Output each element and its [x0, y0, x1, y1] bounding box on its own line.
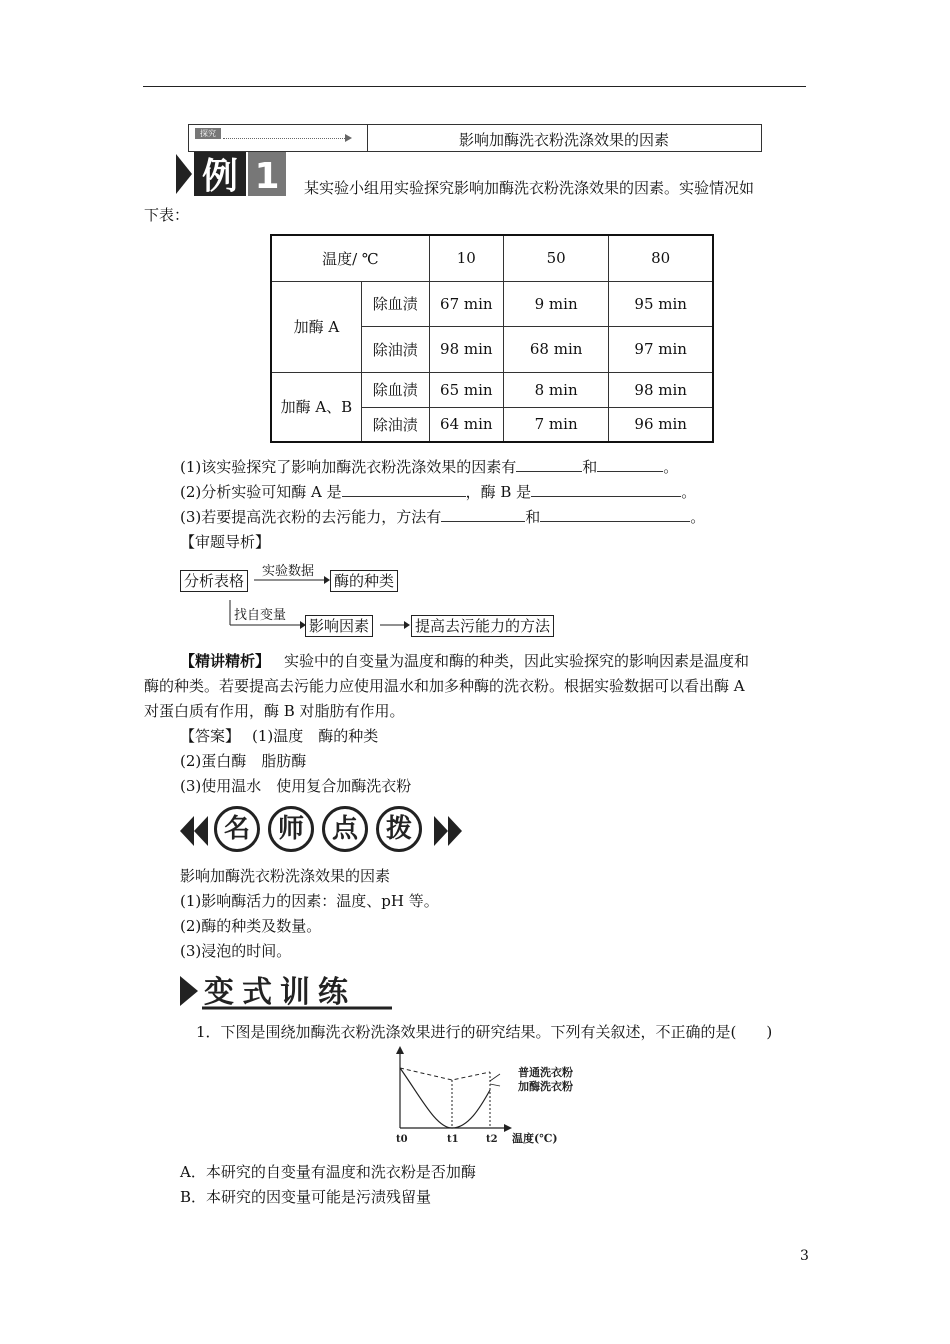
- value-cell: 65 min: [429, 372, 503, 407]
- tips-item-3: (3)浸泡的时间。: [180, 942, 292, 960]
- table-header-row: [271, 235, 713, 281]
- answer-blank: [531, 482, 681, 497]
- section-arrow-line: [223, 138, 347, 139]
- chevron-left-icon: [194, 816, 208, 846]
- flow-box-improve-method: 提高去污能力的方法: [411, 615, 554, 637]
- analysis-line-2: 酶的种类。若要提高去污能力应使用温水和加多种酶的洗衣粉。根据实验数据可以看出酶 A: [144, 677, 745, 695]
- answer-1: (1)温度 酶的种类: [252, 727, 379, 745]
- practice-question-1: 1．下图是围绕加酶洗衣粉洗涤效果进行的研究结果。下列有关叙述，不正确的是( ): [196, 1023, 773, 1041]
- value-cell: 96 min: [609, 407, 713, 442]
- answer-blank: [597, 457, 663, 472]
- badge-triangle-icon: [176, 154, 192, 194]
- value-cell: 97 min: [609, 326, 713, 372]
- analysis-text-1: 实验中的自变量为温度和酶的种类，因此实验探究的影响因素是温度和: [284, 652, 750, 670]
- banner-char: 师: [268, 806, 314, 852]
- section-header: [188, 124, 762, 152]
- value-cell: 68 min: [503, 326, 609, 372]
- answer-blank: [342, 482, 466, 497]
- section-arrow-head: [345, 134, 352, 142]
- page-number: 3: [800, 1248, 809, 1264]
- value-cell: 67 min: [429, 281, 503, 326]
- question-1-text: (1)该实验探究了影响加酶洗衣粉洗涤效果的因素有: [180, 458, 517, 476]
- question-2: [180, 482, 696, 502]
- section-title: 影响加酶洗衣粉洗涤效果的因素: [458, 131, 669, 149]
- tips-item-2: (2)酶的种类及数量。: [180, 917, 322, 935]
- tips-item-1: (1)影响酶活力的因素：温度、pH 等。: [180, 892, 439, 910]
- guide-heading: 【审题导析】: [180, 533, 271, 551]
- banner-char: 名: [214, 806, 260, 852]
- stain-cell: 除血渍: [361, 372, 429, 407]
- question-3-text: (3)若要提高洗衣粉的去污能力，方法有: [180, 508, 442, 526]
- banner-char: 拨: [376, 806, 422, 852]
- chevron-left-icon: [180, 816, 194, 846]
- header-cell-80: 80: [609, 235, 713, 281]
- example-badge: [176, 152, 288, 196]
- value-cell: 95 min: [609, 281, 713, 326]
- practice-title: 变式训练: [204, 975, 356, 1010]
- analysis-line-3: 对蛋白质有作用，酶 B 对脂肪有作用。: [144, 702, 405, 720]
- chevron-right-icon: [434, 816, 448, 846]
- answer-blank: [540, 507, 690, 522]
- legend-regular-powder: 普通洗衣粉: [518, 1066, 573, 1079]
- value-cell: 98 min: [609, 372, 713, 407]
- answer-heading: 【答案】: [180, 727, 241, 745]
- analysis-heading: 【精讲精析】: [180, 652, 271, 670]
- question-3-end: 。: [690, 508, 706, 526]
- flow-box-enzyme-type: 酶的种类: [330, 570, 398, 592]
- legend-enzyme-powder: 加酶洗衣粉: [518, 1080, 573, 1093]
- question-1: [180, 457, 678, 477]
- question-2-end: 。: [681, 483, 697, 501]
- value-cell: 7 min: [503, 407, 609, 442]
- series-regular-powder: [400, 1068, 490, 1080]
- header-cell-10: 10: [429, 235, 503, 281]
- practice-banner: [180, 970, 394, 1012]
- question-2-text: (2)分析实验可知酶 A 是: [180, 483, 342, 501]
- option-b: B．本研究的因变量可能是污渍残留量: [180, 1188, 432, 1206]
- group-cell: 加酶 A: [271, 281, 361, 372]
- question-3: [180, 507, 705, 527]
- x-tick-t2: t2: [486, 1134, 498, 1145]
- value-cell: 9 min: [503, 281, 609, 326]
- practice-triangle-icon: [180, 976, 198, 1006]
- answer-blank: [441, 507, 525, 522]
- answer-3: (3)使用温水 使用复合加酶洗衣粉: [180, 777, 412, 795]
- value-cell: 8 min: [503, 372, 609, 407]
- stain-cell: 除油渍: [361, 326, 429, 372]
- x-tick-t1: t1: [447, 1134, 459, 1145]
- flow-arrow-1: [254, 572, 330, 588]
- answer-line-1: [180, 726, 378, 746]
- x-axis-label: 温度(℃): [512, 1132, 558, 1145]
- stain-cell: 除血渍: [361, 281, 429, 326]
- tips-title: 影响加酶洗衣粉洗涤效果的因素: [180, 867, 391, 885]
- example-intro-2: 下表：: [144, 206, 190, 224]
- y-axis-arrow: [396, 1046, 404, 1054]
- legend-leader-line: [490, 1074, 500, 1081]
- option-a: A．本研究的自变量有温度和洗衣粉是否加酶: [180, 1163, 476, 1181]
- flow-box-factors: 影响因素: [305, 615, 373, 637]
- question-1-and: 和: [582, 458, 598, 476]
- banner-char: 点: [322, 806, 368, 852]
- table-row: [271, 372, 713, 407]
- flow-label-data: 实验数据: [262, 564, 315, 579]
- chevron-right-icon: [448, 816, 462, 846]
- table-row: [271, 281, 713, 326]
- flow-arrow-3: [380, 617, 410, 633]
- flow-label-independent-var: 找自变量: [234, 608, 287, 623]
- header-cell-50: 50: [503, 235, 609, 281]
- stain-cell: 除油渍: [361, 407, 429, 442]
- header-rule: [143, 86, 806, 87]
- example-intro-1: 某实验小组用实验探究影响加酶洗衣粉洗涤效果的因素。实验情况如: [304, 179, 755, 197]
- value-cell: 64 min: [429, 407, 503, 442]
- experiment-table: [270, 234, 714, 443]
- flow-box-analyze-table: 分析表格: [180, 570, 248, 592]
- answer-blank: [516, 457, 582, 472]
- x-tick-t0: t0: [396, 1134, 408, 1145]
- question-2-mid: ，酶 B 是: [465, 483, 532, 501]
- badge-char: 例: [201, 156, 239, 196]
- x-axis-arrow: [504, 1124, 512, 1132]
- wash-effect-chart: [392, 1046, 584, 1150]
- series-enzyme-powder: [400, 1068, 490, 1128]
- question-3-and: 和: [525, 508, 541, 526]
- group-cell: 加酶 A、B: [271, 372, 361, 442]
- legend-leader-line: [490, 1084, 500, 1086]
- question-1-end: 。: [663, 458, 679, 476]
- header-cell-temperature: 温度/ ℃: [271, 235, 429, 281]
- section-tag: 探究: [195, 128, 221, 139]
- badge-number: 1: [254, 156, 280, 196]
- value-cell: 98 min: [429, 326, 503, 372]
- answer-2: (2)蛋白酶 脂肪酶: [180, 752, 307, 770]
- analysis-line-1: [180, 651, 749, 671]
